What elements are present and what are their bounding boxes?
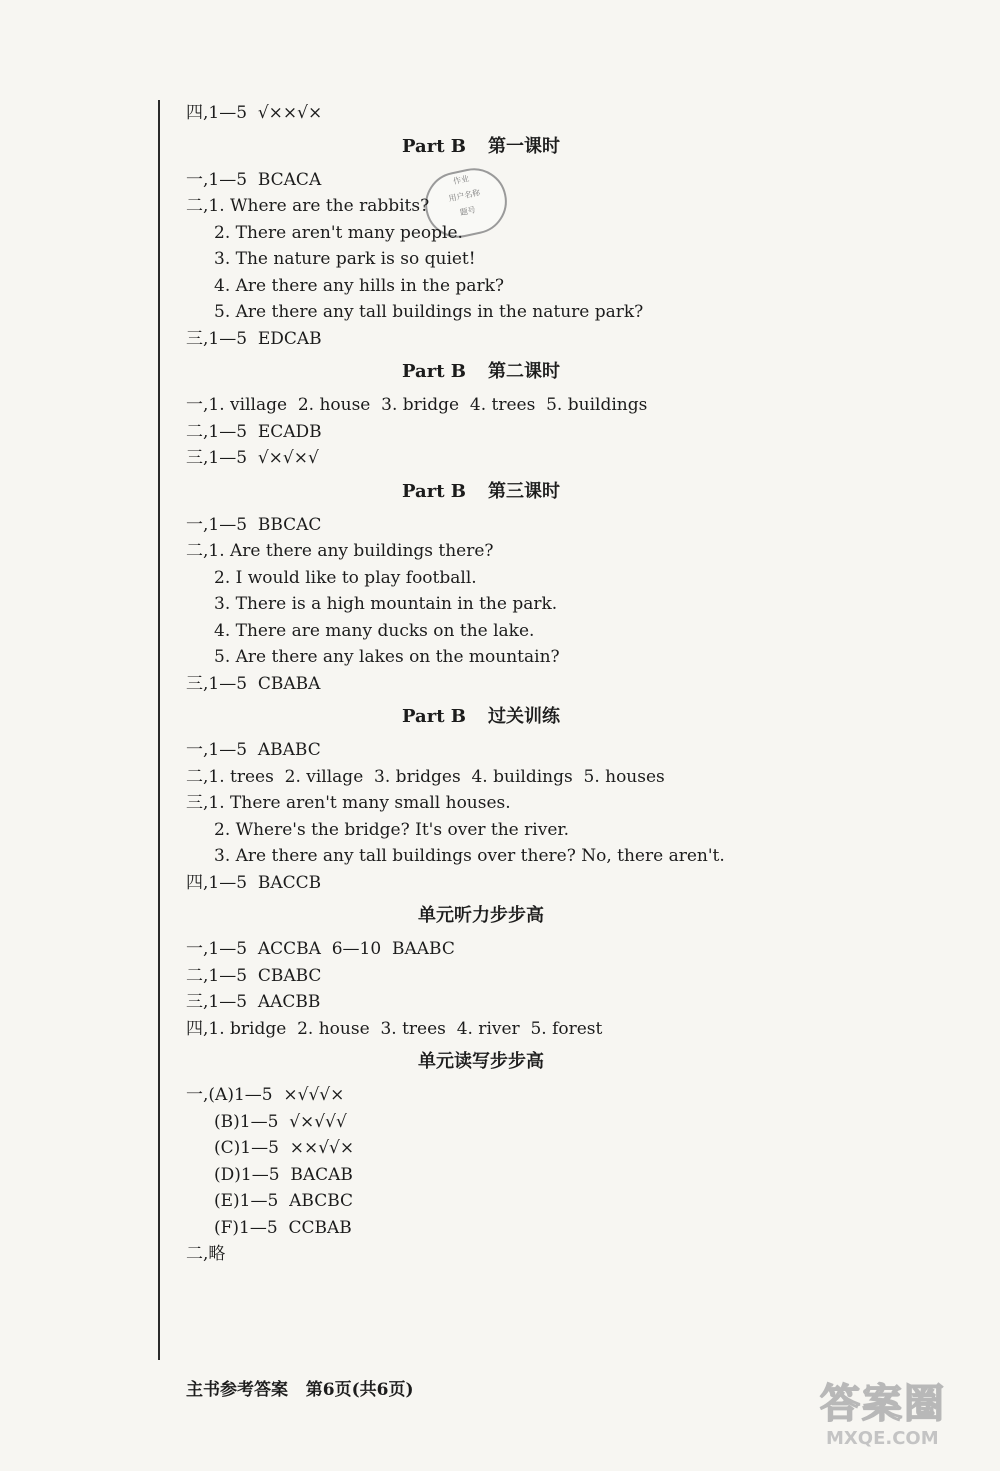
page-footer: 主书参考答案 第6页(共6页) [186,1380,414,1400]
answer-line: 二,1—5 CBABC [186,965,322,986]
stamp-line: 题号 [459,205,477,218]
answer-line: 一,1—5 BCACA [186,169,322,190]
section-heading [186,127,826,167]
answer-line: 3. There is a high mountain in the park. [214,594,558,614]
answer-line: 三,1. There aren't many small houses. [186,793,511,813]
answer-line: 4. Are there any hills in the park? [214,275,504,296]
watermark-url: MXQE.COM [826,1428,939,1449]
answer-line: 一,1—5 ABABC [186,740,321,760]
section-title: 单元读写步步高 [418,1051,544,1072]
answer-content [186,100,826,1268]
answer-line: 4. There are many ducks on the lake. [214,620,535,641]
section-heading [186,697,826,737]
answer-line: 三,1—5 √×√×√ [186,448,319,468]
section-part: Part B [402,706,466,727]
section-part: Part B [402,135,466,157]
answer-line: 一,1. village 2. house 3. bridge 4. trees 5. buildings [186,395,648,415]
answer-line: 二,1. Where are the rabbits? [186,196,430,216]
answer-line: 二,略 [186,1244,226,1264]
section-heading [186,896,826,936]
answer-line: 四,1. bridge 2. house 3. trees 4. river 5. forest [186,1018,603,1039]
answer-line: 3. The nature park is so quiet! [214,249,476,269]
answer-line: (E)1—5 ABCBC [214,1191,354,1211]
answer-line: 2. Where's the bridge? It's over the river. [214,819,570,840]
answer-line: 二,1. trees 2. village 3. bridges 4. buildings 5. houses [186,766,665,787]
answer-line: 5. Are there any lakes on the mountain? [214,647,560,667]
answer-line: (C)1—5 ××√√× [214,1138,355,1158]
watermark-logo-text: 答案圈 [820,1381,946,1427]
answer-line: 一,1—5 BBCAC [186,514,322,535]
answer-line: 四,1—5 BACCB [186,872,322,893]
answer-line: 2. There aren't many people. [214,222,463,243]
section-title: 过关训练 [488,706,560,727]
site-watermark [820,1380,990,1460]
section-heading [186,472,826,512]
left-margin-line [158,100,160,1360]
answer-line: 3. Are there any tall buildings over there? No, there aren't. [214,846,725,866]
section-part: Part B [402,361,466,382]
answer-line: (B)1—5 √×√√√ [214,1111,347,1132]
answer-line: 5. Are there any tall buildings in the nature park? [214,302,644,322]
section-title: 第三课时 [488,480,560,502]
answer-line: 三,1—5 CBABA [186,673,321,694]
section-heading [186,1042,826,1082]
answer-line: (D)1—5 BACAB [214,1164,353,1185]
section-heading [186,352,826,392]
answer-line: 三,1—5 AACBB [186,992,321,1012]
answer-line: 二,1—5 ECADB [186,421,322,442]
section-title: 第二课时 [488,361,560,382]
answer-line: (F)1—5 CCBAB [214,1217,352,1238]
answer-line: 2. I would like to play football. [214,567,477,588]
section-part: Part B [402,480,466,502]
section-title: 第一课时 [488,135,560,157]
answer-line: 二,1. Are there any buildings there? [186,541,494,561]
section-title: 单元听力步步高 [418,905,544,926]
answer-line: 三,1—5 EDCAB [186,328,322,349]
answer-line: 一,(A)1—5 ×√√√× [186,1085,345,1105]
stamp-line: 作业 [452,173,470,187]
answer-line: 四,1—5 √××√× [186,103,323,123]
stamp-line: 用户名称 [447,187,482,204]
answer-line: 一,1—5 ACCBA 6—10 BAABC [186,939,455,959]
